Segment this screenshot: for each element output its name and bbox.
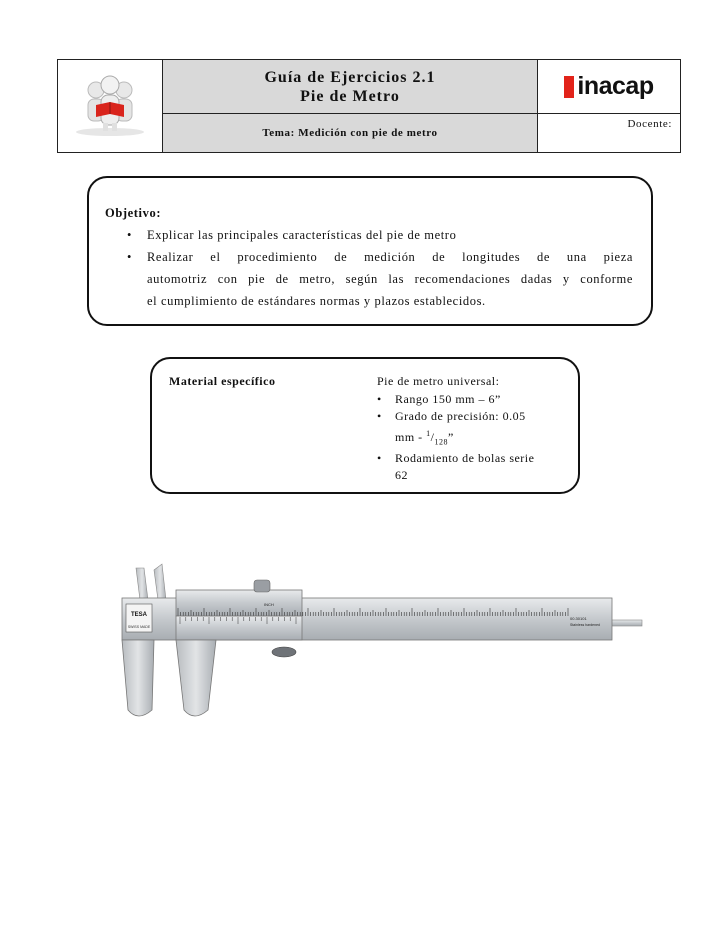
objective-item-2-line-1: Realizar el procedimiento de medición de longitudes de una pieza — [147, 250, 633, 264]
header-illustration-cell — [58, 60, 163, 152]
list-item — [377, 450, 562, 484]
header-table — [57, 59, 681, 153]
docente-label: Docente: — [627, 118, 672, 130]
bullet-icon: • — [377, 451, 382, 466]
material-precision-line-2 — [395, 425, 562, 450]
vernier-caliper-illustration — [118, 560, 648, 730]
caliper-code: 00.30101 — [570, 616, 587, 621]
objective-item-2-line-2: automotriz con pie de metro, según las recomendaciones dadas y conforme — [147, 272, 633, 286]
bullet-icon: • — [127, 228, 132, 242]
bullet-icon: • — [127, 250, 132, 264]
material-box — [150, 357, 580, 494]
material-list — [377, 391, 562, 484]
header-brand-cell — [538, 60, 680, 114]
objective-box — [87, 176, 653, 326]
bullet-icon: • — [377, 409, 382, 423]
fraction-close: ” — [448, 430, 454, 444]
objective-item-1: Explicar las principales características del pie de metro — [147, 228, 457, 242]
objective-item-2-line-3: el cumplimiento de estándares normas y plazos establecidos. — [147, 294, 486, 308]
precision-fraction: $^1/_{128}$” — [426, 429, 454, 447]
precision-prefix: mm - — [395, 430, 427, 444]
caliper-note: Stainless hardened — [570, 623, 600, 627]
list-item — [377, 408, 562, 450]
header-tema-box — [163, 114, 537, 152]
inacap-logo — [564, 72, 653, 101]
document-title: Guía de Ejercicios 2.1 — [264, 68, 436, 86]
caliper-brand: TESA — [130, 612, 148, 618]
fraction-denominator: 128 — [434, 437, 449, 447]
material-label: Material específico — [169, 374, 276, 388]
list-item — [127, 224, 633, 246]
caliper-brand-subtitle: SWISS MADE — [127, 625, 151, 629]
material-details — [377, 373, 562, 484]
list-item — [377, 391, 562, 408]
docente-cell — [538, 114, 680, 152]
material-precision-line-1: Grado de precisión: 0.05 — [395, 409, 526, 423]
fraction-numerator: 1 — [426, 429, 431, 438]
header-right-column — [538, 60, 680, 152]
header-title-box — [163, 60, 537, 114]
caliper-inch-label: INCH — [264, 602, 274, 607]
people-reading-icon — [72, 75, 148, 137]
material-range: Rango 150 mm – 6” — [395, 392, 501, 406]
material-bearing-line-1: Rodamiento de bolas serie — [395, 451, 535, 466]
inacap-mark-icon — [564, 76, 574, 98]
tema-text: Tema: Medición con pie de metro — [262, 127, 438, 139]
header-title-column — [163, 60, 538, 152]
objective-title: Objetivo: — [105, 206, 162, 220]
inacap-wordmark: inacap — [577, 72, 654, 100]
material-heading: Pie de metro universal: — [377, 374, 500, 388]
bullet-icon: • — [377, 392, 382, 406]
list-item — [127, 246, 633, 312]
objective-list — [105, 224, 633, 312]
document-subtitle: Pie de Metro — [300, 87, 400, 105]
material-bearing-line-2: 62 — [395, 468, 408, 483]
